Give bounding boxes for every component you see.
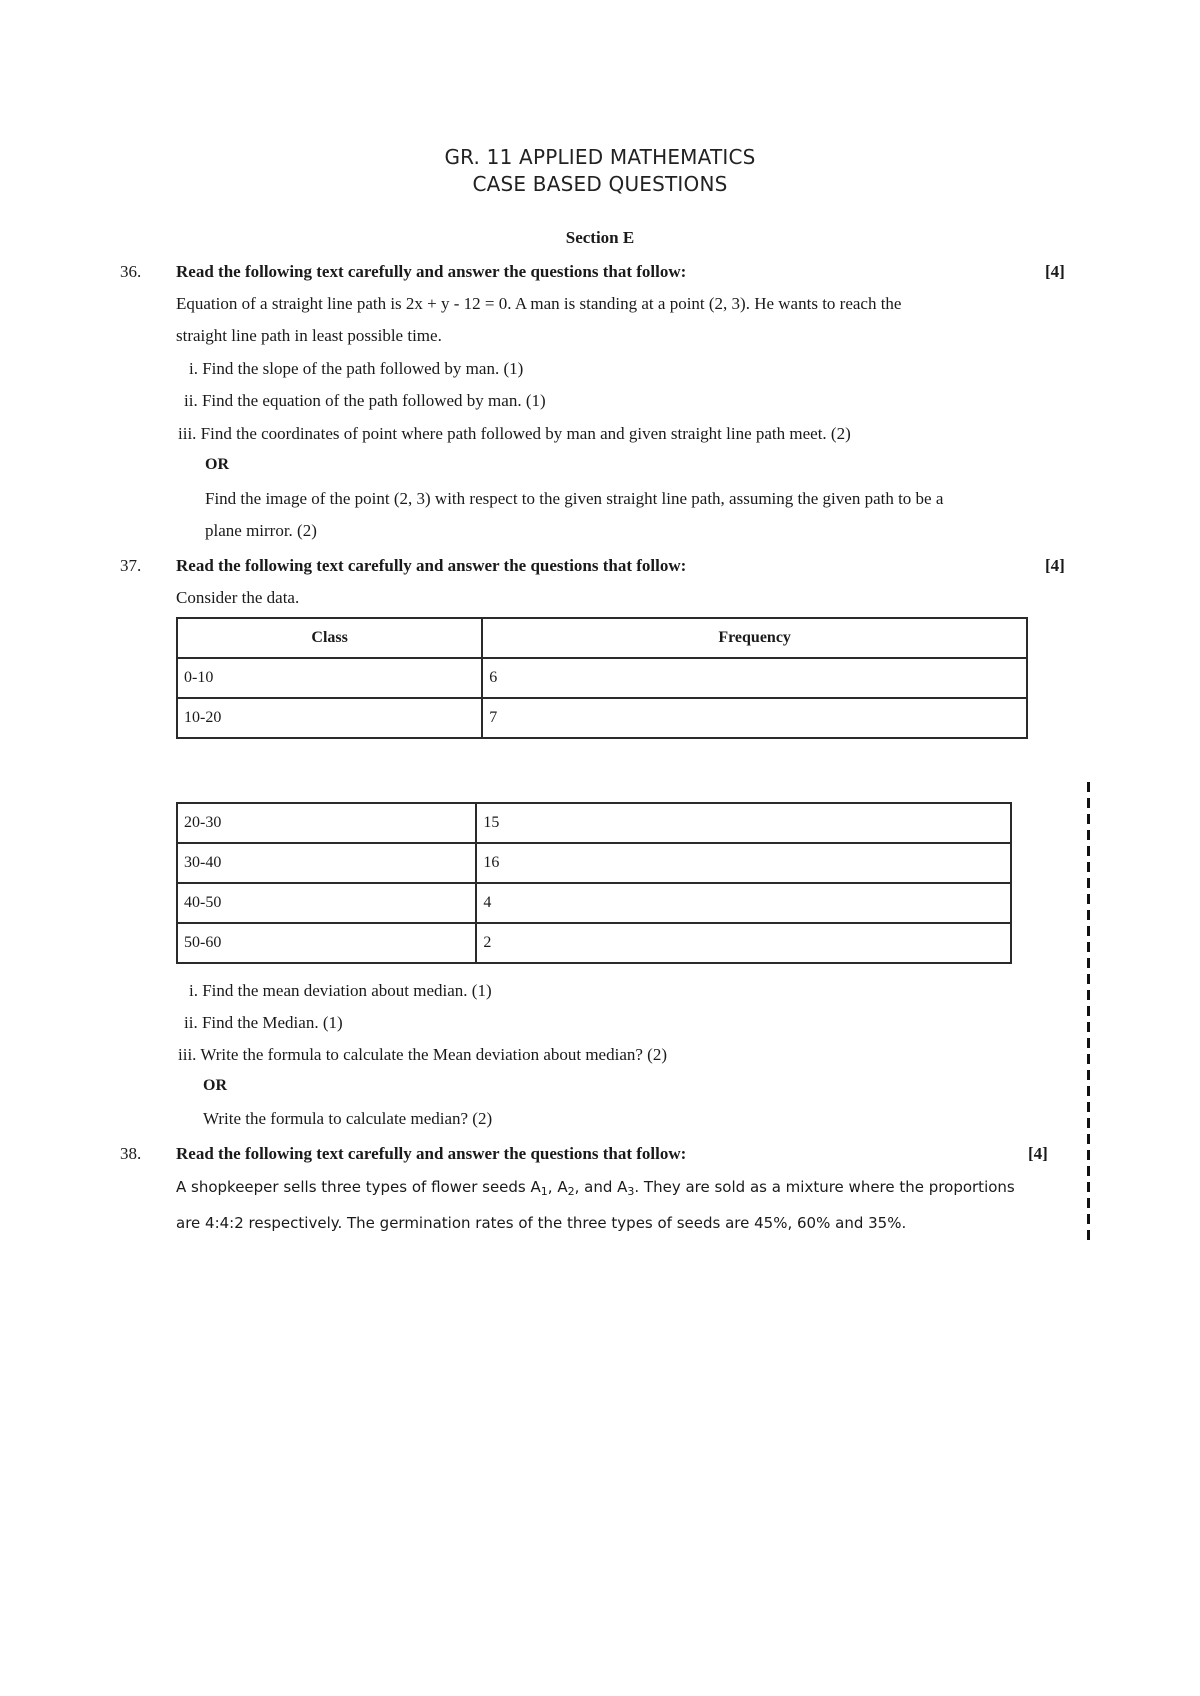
margin-dash xyxy=(1087,1198,1090,1208)
margin-dash xyxy=(1087,910,1090,920)
question-marks: [4] xyxy=(1045,556,1065,575)
table-row xyxy=(177,843,1011,883)
margin-dash xyxy=(1087,798,1090,808)
text-segment: , and A xyxy=(574,1178,628,1196)
frequency-table-part-1 xyxy=(176,617,1028,739)
margin-dash xyxy=(1087,942,1090,952)
margin-dash xyxy=(1087,1006,1090,1016)
margin-dash xyxy=(1087,1214,1090,1224)
margin-dash xyxy=(1087,1070,1090,1080)
table-cell-frequency: 4 xyxy=(476,883,1011,923)
table-row xyxy=(177,883,1011,923)
sub-question-ii: ii. Find the equation of the path followed by man. (1) xyxy=(184,391,546,410)
margin-dash xyxy=(1087,862,1090,872)
margin-dash xyxy=(1087,894,1090,904)
table-cell-class: 40-50 xyxy=(177,883,476,923)
margin-dash xyxy=(1087,1118,1090,1128)
question-heading: Read the following text carefully and answer the questions that follow: xyxy=(176,556,687,575)
margin-dash xyxy=(1087,830,1090,840)
question-marks: [4] xyxy=(1045,262,1065,281)
page-subtitle: CASE BASED QUESTIONS xyxy=(472,172,728,196)
text-segment: , A xyxy=(547,1178,568,1196)
table-cell-frequency: 2 xyxy=(476,923,1011,963)
sub-question-iii: iii. Write the formula to calculate the Mean deviation about median? (2) xyxy=(178,1045,667,1064)
sub-question-iii: iii. Find the coordinates of point where path followed by man and given straight line path meet. (2) xyxy=(178,424,851,443)
question-text-line: are 4:4:2 respectively. The germination rates of the three types of seeds are 45%, 60% and 35%. xyxy=(176,1214,907,1232)
table-row xyxy=(177,923,1011,963)
frequency-table-part-2 xyxy=(176,802,1012,964)
margin-dash xyxy=(1087,1134,1090,1144)
question-number: 38. xyxy=(120,1144,142,1163)
subscript: 3 xyxy=(627,1185,635,1198)
sub-question-ii: ii. Find the Median. (1) xyxy=(184,1013,343,1032)
question-text-line: straight line path in least possible time. xyxy=(176,326,442,345)
margin-dash xyxy=(1087,782,1090,792)
margin-dash xyxy=(1087,846,1090,856)
question-number: 37. xyxy=(120,556,142,575)
margin-dash xyxy=(1087,1054,1090,1064)
margin-dash xyxy=(1087,1166,1090,1176)
table-cell-class: 30-40 xyxy=(177,843,476,883)
margin-dash xyxy=(1087,1150,1090,1160)
table-cell-class: 50-60 xyxy=(177,923,476,963)
alternative-question-line: plane mirror. (2) xyxy=(205,521,317,540)
table-cell-class: 20-30 xyxy=(177,803,476,843)
alternative-question: Write the formula to calculate median? (2) xyxy=(203,1109,493,1128)
page-title: GR. 11 APPLIED MATHEMATICS xyxy=(444,145,756,169)
table-row xyxy=(177,698,1027,738)
margin-dash xyxy=(1087,926,1090,936)
question-intro: Consider the data. xyxy=(176,588,300,607)
subscript: 1 xyxy=(540,1185,548,1198)
text-segment: . They are sold as a mixture where the proportions xyxy=(634,1178,1015,1196)
margin-dash xyxy=(1087,958,1090,968)
margin-dash xyxy=(1087,1038,1090,1048)
table-cell-class: 0-10 xyxy=(177,658,482,698)
question-heading: Read the following text carefully and answer the questions that follow: xyxy=(176,262,687,281)
margin-dash xyxy=(1087,1182,1090,1192)
table-row xyxy=(177,803,1011,843)
table-cell-class: 10-20 xyxy=(177,698,482,738)
table-row xyxy=(177,658,1027,698)
question-marks: [4] xyxy=(1028,1144,1048,1163)
margin-dash xyxy=(1087,974,1090,984)
table-cell-frequency: 7 xyxy=(482,698,1027,738)
margin-dash xyxy=(1087,1022,1090,1032)
text-segment: A shopkeeper sells three types of flower seeds A xyxy=(176,1178,541,1196)
margin-dash xyxy=(1087,1102,1090,1112)
margin-dash xyxy=(1087,878,1090,888)
margin-dash xyxy=(1087,1230,1090,1240)
sub-question-i: i. Find the slope of the path followed by man. (1) xyxy=(189,359,524,378)
margin-dash xyxy=(1087,814,1090,824)
subscript: 2 xyxy=(567,1185,575,1198)
section-heading: Section E xyxy=(565,228,635,247)
table-cell-frequency: 15 xyxy=(476,803,1011,843)
table-header-frequency: Frequency xyxy=(482,618,1027,658)
margin-dash xyxy=(1087,990,1090,1000)
question-heading: Read the following text carefully and answer the questions that follow: xyxy=(176,1144,687,1163)
or-label: OR xyxy=(203,1077,227,1094)
or-label: OR xyxy=(205,456,229,473)
alternative-question-line: Find the image of the point (2, 3) with respect to the given straight line path, assuming the given path to be a xyxy=(205,489,944,508)
table-cell-frequency: 16 xyxy=(476,843,1011,883)
table-cell-frequency: 6 xyxy=(482,658,1027,698)
question-text-line: Equation of a straight line path is 2x + y - 12 = 0. A man is standing at a point (2, 3). He wants to reach the xyxy=(176,294,902,313)
sub-question-i: i. Find the mean deviation about median. (1) xyxy=(189,981,492,1000)
table-header-class: Class xyxy=(177,618,482,658)
question-number: 36. xyxy=(120,262,142,281)
question-text-line xyxy=(176,1178,1015,1198)
page-break-mask xyxy=(170,739,1050,759)
margin-dash xyxy=(1087,1086,1090,1096)
